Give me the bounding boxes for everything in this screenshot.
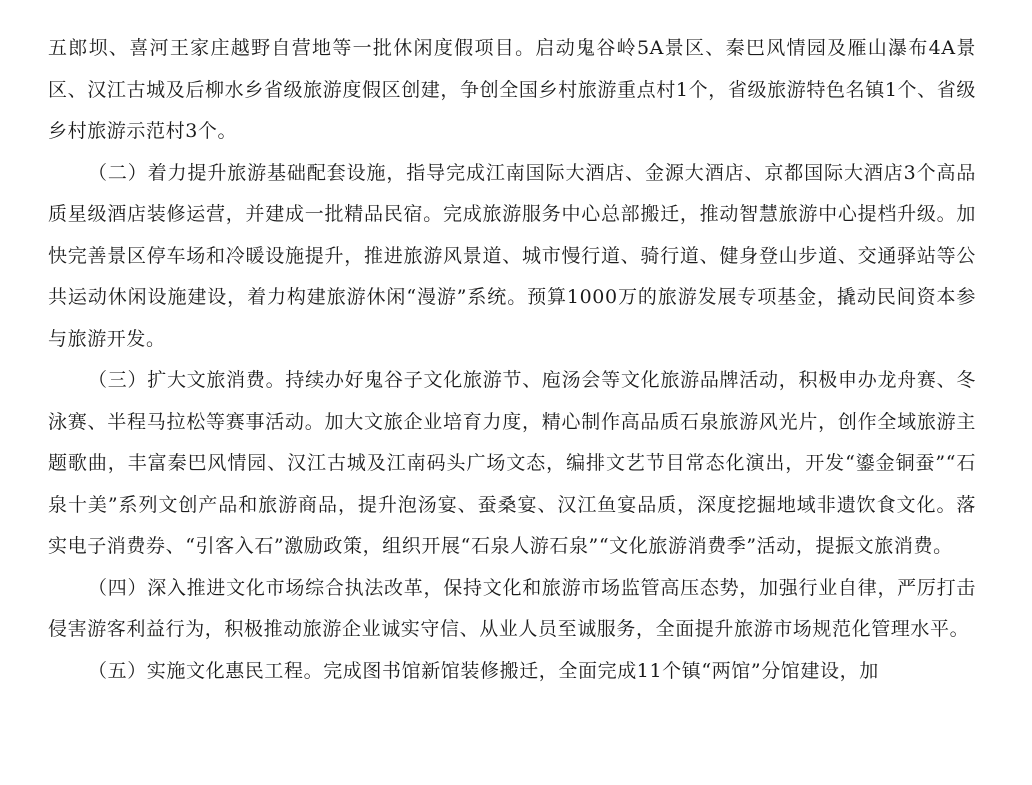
paragraph-continuation: 五郎坝、喜河王家庄越野自营地等一批休闲度假项目。启动鬼谷岭5A景区、秦巴风情园及雁山瀑布4A景区、汉江古城及后柳水乡省级旅游度假区创建，争创全国乡村旅游重点村1个，省级旅游特色名镇1个、省级乡村旅游示范村3个。: [48, 37, 976, 142]
document-body: [48, 28, 976, 692]
paragraph-market-enforcement: （四）深入推进文化市场综合执法改革，保持文化和旅游市场监管高压态势，加强行业自律，严厉打击侵害游客利益行为，积极推动旅游企业诚实守信、从业人员至诚服务，全面提升旅游市场规范化管理水平。: [48, 576, 976, 640]
paragraph-tourism-infrastructure: （二）着力提升旅游基础配套设施，指导完成江南国际大酒店、金源大酒店、京都国际大酒店3个高品质星级酒店装修运营，并建成一批精品民宿。完成旅游服务中心总部搬迁，推动智慧旅游中心提档升级。加快完善景区停车场和冷暖设施提升，推进旅游风景道、城市慢行道、骑行道、健身登山步道、交通驿站等公共运动休闲设施建设，着力构建旅游休闲“漫游”系统。预算1000万的旅游发展专项基金，撬动民间资本参与旅游开发。: [48, 161, 976, 350]
paragraph-cultural-program: （五）实施文化惠民工程。完成图书馆新馆装修搬迁，全面完成11个镇“两馆”分馆建设，加: [88, 659, 879, 682]
paragraph-tourism-consumption: （三）扩大文旅消费。持续办好鬼谷子文化旅游节、庖汤会等文化旅游品牌活动，积极申办龙舟赛、冬泳赛、半程马拉松等赛事活动。加大文旅企业培育力度，精心制作高品质石泉旅游风光片，创作全域旅游主题歌曲，丰富秦巴风情园、汉江古城及江南码头广场文态，编排文艺节目常态化演出，开发“鎏金铜蚕”“石泉十美”系列文创产品和旅游商品，提升泡汤宴、蚕桑宴、汉江鱼宴品质，深度挖掘地域非遗饮食文化。落实电子消费券、“引客入石”激励政策，组织开展“石泉人游石泉”“文化旅游消费季”活动，提振文旅消费。: [48, 369, 976, 557]
